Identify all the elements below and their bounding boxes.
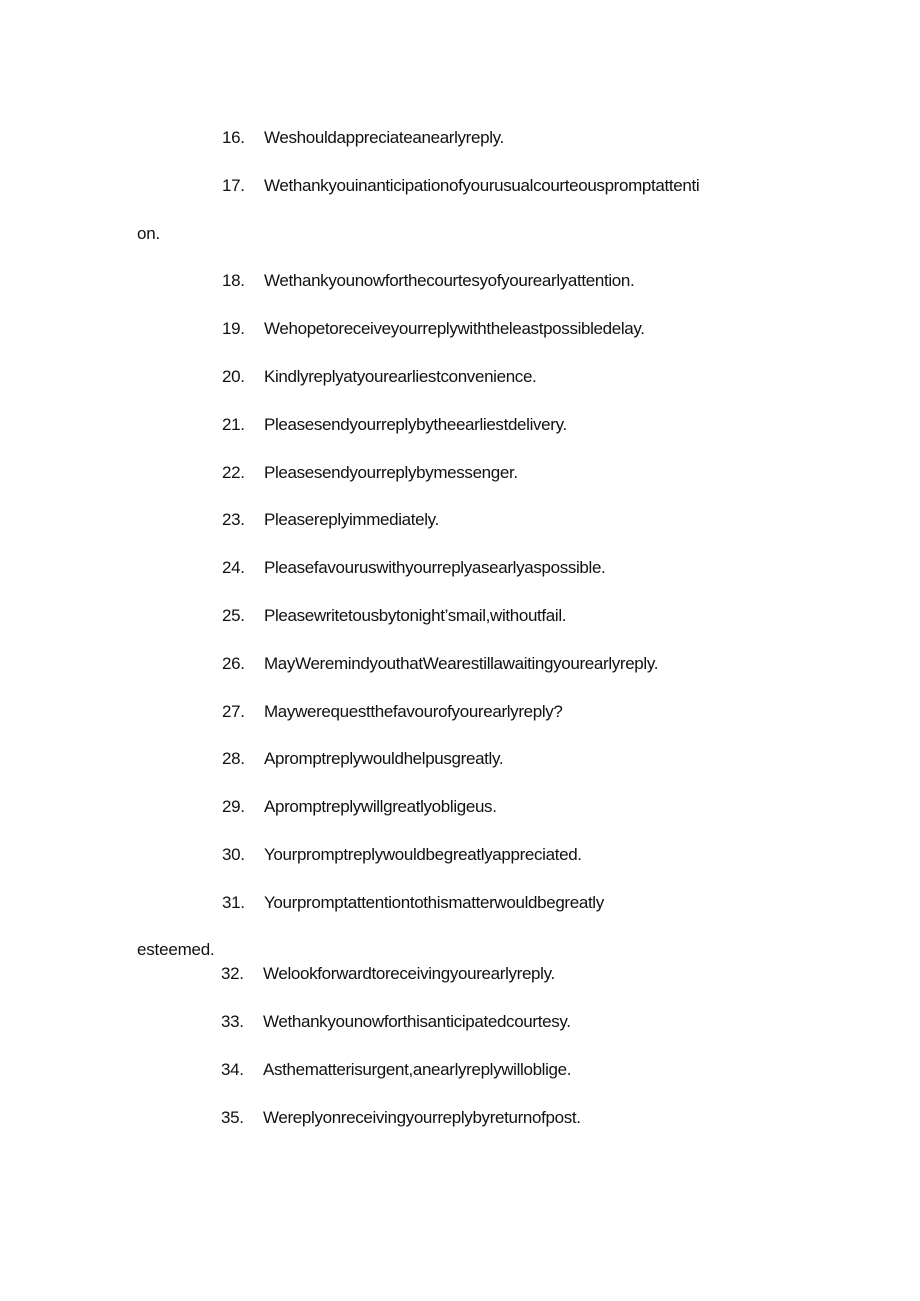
- item-text: Pleasesendyourreplybytheearliestdelivery.: [264, 415, 567, 434]
- item-text: Wereplyonreceivingyourreplybyreturnofpost.: [263, 1108, 581, 1127]
- list-item: [221, 1060, 571, 1080]
- list-item: [222, 271, 634, 291]
- item-text: Apromptreplywillgreatlyobligeus.: [264, 797, 497, 816]
- item-text: Wehopetoreceiveyourreplywiththeleastpossibledelay.: [264, 319, 645, 338]
- list-item: [222, 654, 658, 674]
- list-item: [222, 510, 439, 530]
- item-number: 16.: [222, 128, 245, 147]
- item-text: Pleasesendyourreplybymessenger.: [264, 463, 518, 482]
- item-number: 29.: [222, 797, 245, 816]
- item-text: Pleasewritetousbytonight’smail,withoutfail.: [264, 606, 567, 625]
- item-continuation: esteemed.: [137, 940, 215, 959]
- item-text: Kindlyreplyatyourearliestconvenience.: [264, 367, 537, 386]
- item-text: MayWeremindyouthatWearestillawaitingyourearlyreply.: [264, 654, 659, 673]
- list-item: [222, 749, 503, 769]
- item-text: Wethankyounowforthecourtesyofyourearlyattention.: [264, 271, 635, 290]
- item-text: Asthematterisurgent,anearlyreplywilloblige.: [263, 1060, 572, 1079]
- item-continuation: on.: [137, 224, 161, 243]
- item-text: Yourpromptreplywouldbegreatlyappreciated.: [264, 845, 582, 864]
- item-text: Pleasefavouruswithyourreplyasearlyaspossible.: [264, 558, 606, 577]
- item-number: 17.: [222, 176, 245, 195]
- item-number: 30.: [222, 845, 245, 864]
- list-item: [222, 558, 605, 578]
- item-number: 28.: [222, 749, 245, 768]
- list-item: [222, 128, 504, 148]
- item-number: 32.: [221, 964, 244, 983]
- list-item: [221, 964, 555, 984]
- item-text: Welookforwardtoreceivingyourearlyreply.: [263, 964, 555, 983]
- list-item: [222, 797, 497, 817]
- item-number: 19.: [222, 319, 245, 338]
- item-text: Yourpromptattentiontothismatterwouldbegreatly: [264, 893, 604, 912]
- list-item: [222, 463, 518, 483]
- item-text: Wethankyouinanticipationofyourusualcourteouspromptattenti: [264, 176, 700, 195]
- item-number: 33.: [221, 1012, 244, 1031]
- item-text: Wethankyounowforthisanticipatedcourtesy.: [263, 1012, 571, 1031]
- list-item: [222, 893, 604, 913]
- item-number: 23.: [222, 510, 245, 529]
- item-text: Pleasereplyimmediately.: [264, 510, 439, 529]
- item-number: 25.: [222, 606, 245, 625]
- list-item: [222, 606, 566, 626]
- list-item: [222, 415, 567, 435]
- item-text: Maywerequestthefavourofyourearlyreply?: [264, 702, 563, 721]
- item-number: 18.: [222, 271, 245, 290]
- item-number: 31.: [222, 893, 245, 912]
- item-number: 35.: [221, 1108, 244, 1127]
- list-item: [222, 319, 645, 339]
- item-number: 34.: [221, 1060, 244, 1079]
- item-text: Apromptreplywouldhelpusgreatly.: [264, 749, 504, 768]
- list-item: [221, 1012, 571, 1032]
- item-number: 27.: [222, 702, 245, 721]
- list-item: [222, 845, 582, 865]
- item-number: 21.: [222, 415, 245, 434]
- item-number: 24.: [222, 558, 245, 577]
- item-number: 22.: [222, 463, 245, 482]
- list-item: [222, 702, 563, 722]
- item-text: Weshouldappreciateanearlyreply.: [264, 128, 504, 147]
- item-number: 20.: [222, 367, 245, 386]
- list-item: [222, 367, 536, 387]
- list-item: [221, 1108, 581, 1128]
- item-number: 26.: [222, 654, 245, 673]
- list-item: [222, 176, 699, 196]
